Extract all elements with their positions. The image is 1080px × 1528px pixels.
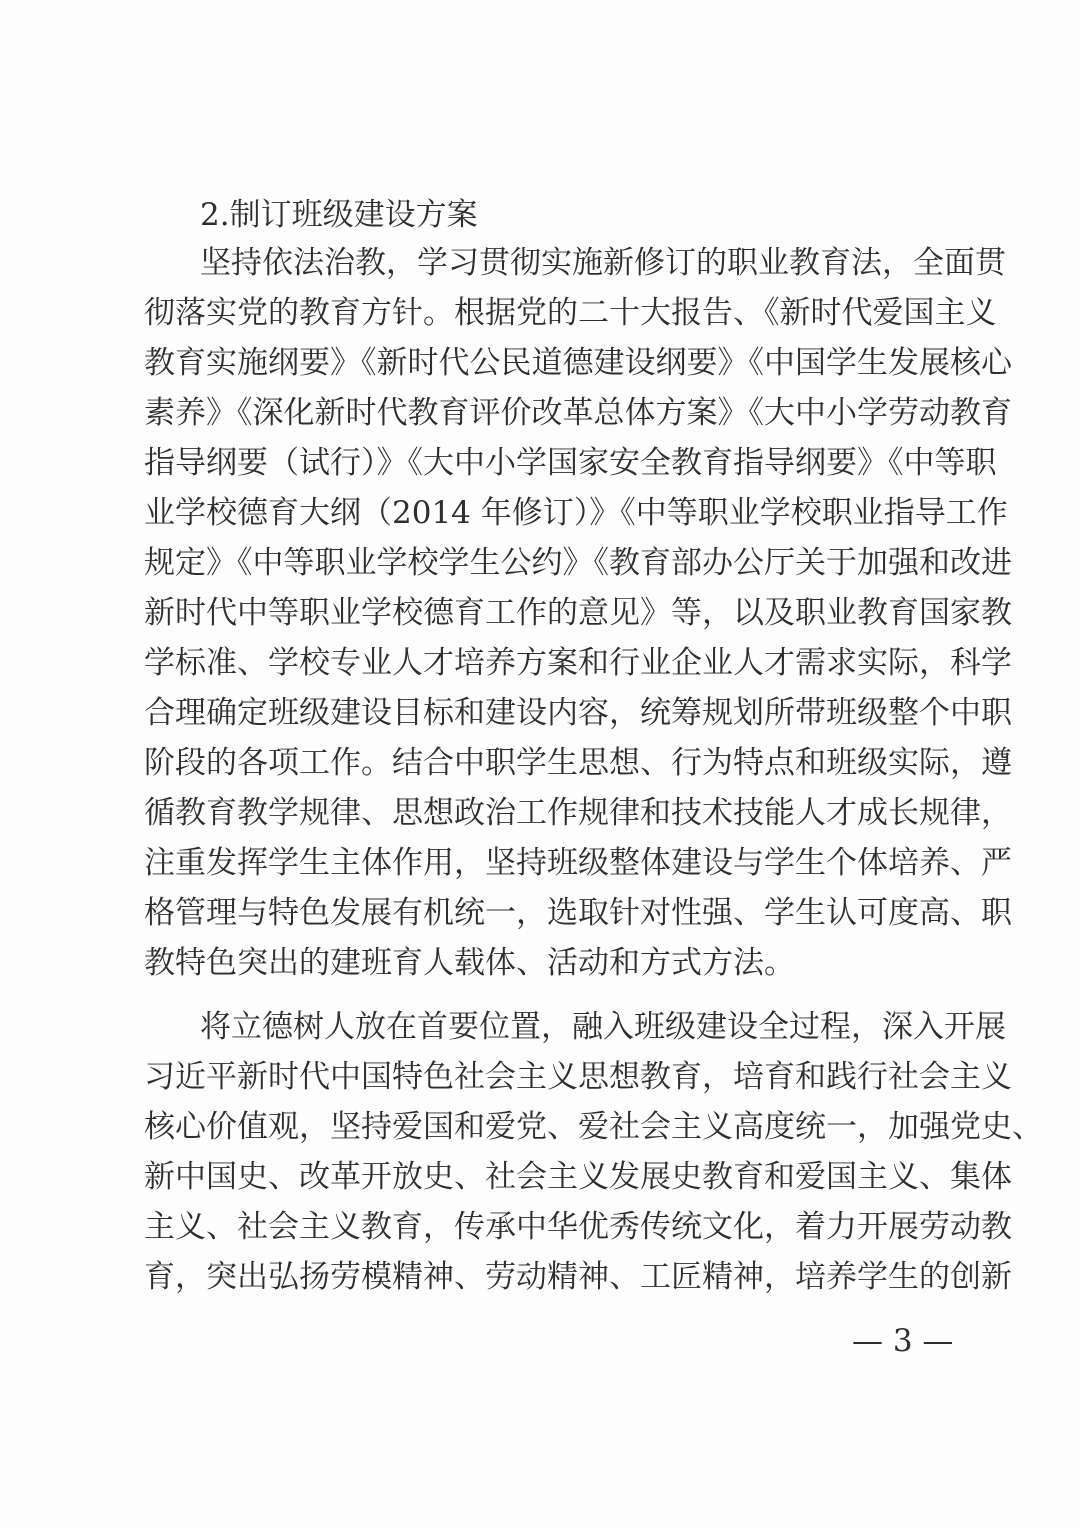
paragraph-1-line: 学标准、学校专业人才培养方案和行业企业人才需求实际，科学 bbox=[144, 645, 1012, 681]
paragraph-1-line: 素养》《深化新时代教育评价改革总体方案》《大中小学劳动教育 bbox=[144, 395, 1012, 431]
paragraph-1-line: 教特色突出的建班育人载体、活动和方式方法。 bbox=[144, 945, 795, 981]
page-number: — 3 — bbox=[852, 1323, 954, 1359]
paragraph-1-line: 指导纲要（试行）》《大中小学国家安全教育指导纲要》《中等职 bbox=[144, 445, 997, 481]
paragraph-1-line: 新时代中等职业学校德育工作的意见》等，以及职业教育国家教 bbox=[144, 595, 1012, 631]
paragraph-1-line: 注重发挥学生主体作用，坚持班级整体建设与学生个体培养、严 bbox=[144, 845, 1012, 881]
paragraph-1-line: 坚持依法治教，学习贯彻实施新修订的职业教育法，全面贯 bbox=[200, 245, 1006, 281]
paragraph-1-line: 教育实施纲要》《新时代公民道德建设纲要》《中国学生发展核心 bbox=[144, 345, 1012, 381]
paragraph-1-line: 合理确定班级建设目标和建设内容，统筹规划所带班级整个中职 bbox=[144, 695, 1012, 731]
paragraph-2-line: 习近平新时代中国特色社会主义思想教育，培育和践行社会主义 bbox=[144, 1059, 1012, 1095]
paragraph-2-line: 主义、社会主义教育，传承中华优秀传统文化，着力开展劳动教 bbox=[144, 1209, 1012, 1245]
section-heading: 2.制订班级建设方案 bbox=[200, 197, 478, 233]
paragraph-1-line: 彻落实党的教育方针。根据党的二十大报告、《新时代爱国主义 bbox=[144, 295, 997, 331]
paragraph-1-line: 业学校德育大纲（2014 年修订）》《中等职业学校职业指导工作 bbox=[144, 495, 1008, 531]
paragraph-2-line: 育，突出弘扬劳模精神、劳动精神、工匠精神，培养学生的创新 bbox=[144, 1259, 1012, 1295]
paragraph-1-line: 阶段的各项工作。结合中职学生思想、行为特点和班级实际，遵 bbox=[144, 745, 1012, 781]
paragraph-2-line: 将立德树人放在首要位置，融入班级建设全过程，深入开展 bbox=[200, 1009, 1006, 1045]
paragraph-1-line: 循教育教学规律、思想政治工作规律和技术技能人才成长规律， bbox=[144, 795, 1012, 831]
paragraph-2-line: 新中国史、改革开放史、社会主义发展史教育和爱国主义、集体 bbox=[144, 1159, 1012, 1195]
paragraph-1-line: 格管理与特色发展有机统一，选取针对性强、学生认可度高、职 bbox=[144, 895, 1012, 931]
paragraph-2-line: 核心价值观，坚持爱国和爱党、爱社会主义高度统一，加强党史、 bbox=[144, 1109, 1043, 1145]
paragraph-1-line: 规定》《中等职业学校学生公约》《教育部办公厅关于加强和改进 bbox=[144, 545, 1012, 581]
